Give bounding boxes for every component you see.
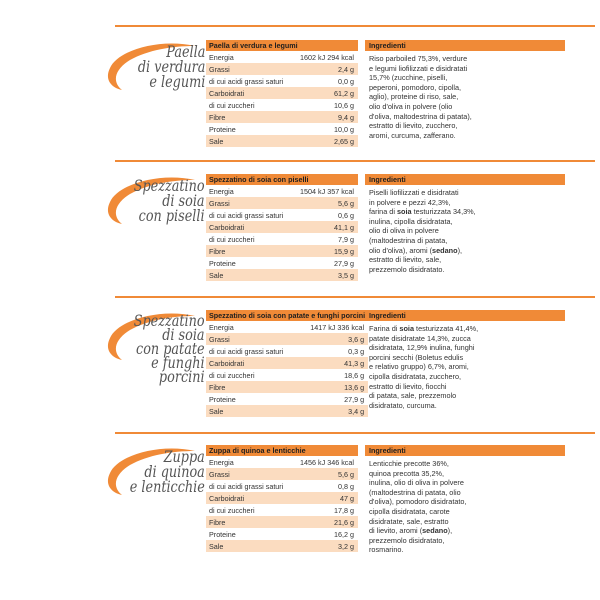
nutrient-value: 5,6 g (292, 468, 358, 480)
nutrient-label: di cui zuccheri (209, 370, 255, 380)
ingredients-line (369, 536, 561, 546)
ingredient-text: Riso parboiled 75,3%, verdure (369, 54, 468, 63)
ingredients-line (369, 488, 561, 498)
ingredients-line (369, 459, 561, 469)
ingredients-heading: Ingredienti (365, 445, 565, 456)
ingredients-line (369, 382, 561, 392)
ingredient-text: ), (447, 526, 453, 536)
product-title (134, 311, 205, 386)
ingredient-text: olio d'oliva in polvere (olio (369, 101, 453, 111)
ingredients-line (369, 334, 561, 344)
nutrition-row (206, 504, 358, 516)
ingredients-line (369, 324, 561, 334)
nutrition-table-title: Zuppa di quinoa e lenticchie (206, 445, 358, 456)
nutrient-value: 27,9 g (344, 394, 365, 404)
ingredient-text: in polvere e pezzi 42,3%, (369, 197, 451, 207)
nutrient-label: Grassi (206, 333, 298, 345)
nutrition-row (206, 75, 358, 87)
nutrient-label: Proteine (209, 124, 236, 134)
nutrient-value: 1417 kJ 336 kcal (310, 322, 365, 332)
ingredient-text: patate disidratate 14,3%, zucca (369, 333, 471, 343)
nutrient-label: Sale (206, 540, 292, 552)
ingredient-text: (maltodestrina di patata, (369, 235, 448, 245)
ingredient-text: estratto di lievito, fiocchi (369, 381, 447, 391)
product-title-line: Paella (165, 42, 205, 61)
nutrient-label: Sale (206, 269, 292, 281)
ingredient-text: inulina, olio di oliva in polvere (369, 478, 464, 488)
nutrient-label: Carboidrati (206, 87, 292, 99)
ingredients-text (365, 456, 565, 555)
ingredients-line (369, 545, 561, 555)
nutrient-value: 3,6 g (298, 333, 368, 345)
ingredient-text: disidratate, sale, estratto (369, 516, 449, 526)
product-title-area (100, 445, 210, 555)
ingredient-text: 15,7% (zucchine, piselli, (369, 73, 448, 83)
nutrition-row (206, 456, 358, 468)
ingredient-text: aglio), proteine di riso, sale, (369, 92, 459, 102)
nutrient-value: 1504 kJ 357 kcal (300, 186, 354, 196)
nutrient-value: 0,6 g (338, 210, 354, 220)
ingredients-line (369, 517, 561, 527)
allergen-highlight: sedano (422, 526, 448, 536)
product-title-line: di soia (162, 191, 205, 210)
nutrition-row (206, 135, 358, 147)
ingredient-text: cipolla disidratata, carote (369, 506, 450, 516)
ingredient-text: Piselli liofilizzati e disidratati (369, 188, 459, 197)
ingredients-line (369, 83, 561, 93)
nutrition-row (206, 528, 358, 540)
nutrition-row (206, 87, 358, 99)
ingredient-text: aromi, curcuma, zafferano. (369, 130, 456, 140)
ingredient-text: disidratata, 12,9% inulina, funghi (369, 343, 475, 353)
nutrient-value: 0,0 g (338, 76, 354, 86)
ingredient-text: estratto di lievito, zucchero, (369, 121, 458, 131)
nutrition-row (206, 393, 368, 405)
ingredients-line (369, 362, 561, 372)
nutrient-value: 3,2 g (292, 540, 358, 552)
ingredients-line (369, 198, 561, 208)
nutrient-value: 10,6 g (334, 100, 354, 110)
ingredients-line (369, 188, 561, 198)
ingredient-text: disidratato, curcuma. (369, 400, 437, 410)
nutrition-row (206, 51, 358, 63)
nutrition-table-title: Spezzatino di soia con piselli (206, 174, 358, 185)
ingredients-line (369, 226, 561, 236)
nutrient-label: Fibre (206, 381, 298, 393)
ingredients-heading: Ingredienti (365, 310, 565, 321)
nutrient-value: 21,6 g (292, 516, 358, 528)
product-title (138, 44, 205, 89)
ingredients-line (369, 131, 561, 141)
ingredient-text: olio di oliva in polvere (369, 226, 439, 236)
ingredient-text: ), (457, 245, 463, 255)
nutrient-value: 41,3 g (298, 357, 368, 369)
ingredients-line (369, 121, 561, 131)
allergen-highlight: sedano (432, 245, 458, 255)
nutrition-table (206, 174, 358, 281)
ingredients-line (369, 217, 561, 227)
nutrient-label: di cui zuccheri (209, 100, 255, 110)
ingredient-text: Farina di (369, 324, 400, 333)
nutrient-value: 1456 kJ 346 kcal (300, 457, 354, 467)
nutrient-value: 17,8 g (334, 505, 354, 515)
nutrition-row (206, 197, 358, 209)
ingredients-line (369, 236, 561, 246)
nutrient-label: Grassi (206, 197, 292, 209)
nutrition-table-title: Paella di verdura e legumi (206, 40, 358, 51)
nutrition-row (206, 321, 368, 333)
ingredients-line (369, 469, 561, 479)
nutrient-label: Proteine (209, 394, 236, 404)
product-title-line: Spezzatino (134, 311, 205, 330)
nutrition-row (206, 468, 358, 480)
ingredients-line (369, 92, 561, 102)
product-title-line: porcini (159, 367, 205, 386)
ingredients-line (369, 507, 561, 517)
allergen-highlight: soia (399, 324, 415, 333)
nutrition-table-title: Spezzatino di soia con patate e funghi porcini (206, 310, 368, 321)
ingredients-line (369, 207, 561, 217)
product-title-line: e lenticchie (129, 477, 205, 496)
nutrient-label: Carboidrati (206, 492, 292, 504)
product-title-line: Spezzatino (134, 176, 205, 195)
nutrient-label: Energia (209, 322, 234, 332)
nutrient-value: 0,8 g (338, 481, 354, 491)
ingredients-panel (365, 310, 565, 410)
ingredients-line (369, 372, 561, 382)
nutrient-value: 47 g (292, 492, 358, 504)
ingredient-text: d'oliva, maltodestrina di patata), (369, 111, 472, 121)
product-title-line: con piselli (139, 206, 205, 225)
ingredient-text: estratto di lievito, sale, (369, 255, 442, 265)
nutrient-label: Fibre (206, 111, 292, 123)
nutrition-row (206, 516, 358, 528)
ingredient-text: prezzemolo disidratato. (369, 264, 445, 274)
ingredient-text: olio d'oliva), aromi ( (369, 245, 433, 255)
nutrition-row (206, 209, 358, 221)
nutrient-label: Sale (206, 135, 292, 147)
ingredients-panel (365, 174, 565, 274)
nutrient-label: Proteine (209, 258, 236, 268)
nutrition-table (206, 445, 358, 552)
ingredients-heading: Ingredienti (365, 40, 565, 51)
nutrition-row (206, 245, 358, 257)
nutrition-row (206, 345, 368, 357)
ingredient-text: farina di (369, 207, 397, 217)
nutrient-label: di cui zuccheri (209, 505, 255, 515)
nutrient-label: Fibre (206, 516, 292, 528)
nutrient-value: 3,4 g (298, 405, 368, 417)
nutrition-row (206, 111, 358, 123)
nutrient-value: 27,9 g (334, 258, 354, 268)
nutrition-row (206, 221, 358, 233)
product-title-line: Zuppa (163, 447, 205, 466)
ingredients-text (365, 321, 565, 410)
nutrition-table (206, 310, 368, 417)
ingredients-panel (365, 40, 565, 140)
product-title-line: con patate (136, 339, 205, 358)
nutrition-row (206, 540, 358, 552)
product-title (134, 178, 205, 223)
ingredients-panel (365, 445, 565, 555)
nutrient-value: 5,6 g (292, 197, 358, 209)
ingredient-text: e relativo gruppo) 6,7%, aromi, (369, 362, 469, 372)
ingredient-text: peperoni, pomodoro, cipolla, (369, 82, 462, 92)
nutrient-value: 15,9 g (292, 245, 358, 257)
allergen-highlight: soia (397, 207, 412, 217)
ingredients-text (365, 185, 565, 274)
ingredients-line (369, 54, 561, 64)
nutrient-label: Proteine (209, 529, 236, 539)
ingredient-text: (maltodestrina di patata, olio (369, 487, 461, 497)
nutrient-label: di cui acidi grassi saturi (209, 210, 284, 220)
ingredients-line (369, 112, 561, 122)
nutrient-value: 0,3 g (348, 346, 365, 356)
top-rule (115, 25, 595, 27)
nutrient-label: Carboidrati (206, 357, 298, 369)
nutrient-label: Grassi (206, 468, 292, 480)
section-divider (115, 296, 595, 298)
nutrition-row (206, 233, 358, 245)
nutrition-row (206, 257, 358, 269)
section-divider (115, 432, 595, 434)
product-title-area (100, 40, 210, 150)
nutrient-label: di cui acidi grassi saturi (209, 346, 284, 356)
nutrition-row (206, 269, 358, 281)
nutrient-value: 3,5 g (292, 269, 358, 281)
product-title-area (100, 310, 210, 420)
ingredients-text (365, 51, 565, 140)
ingredient-text: rosmarino. (369, 545, 404, 555)
nutrient-value: 7,9 g (338, 234, 354, 244)
ingredient-text: di lievito, aromi ( (369, 526, 423, 536)
ingredients-line (369, 265, 561, 275)
nutrition-row (206, 333, 368, 345)
product-title-line: di quinoa (144, 462, 205, 481)
ingredients-line (369, 102, 561, 112)
product-title-area (100, 174, 210, 284)
ingredient-text: Lenticchie precotte 36%, (369, 459, 449, 468)
nutrition-row (206, 357, 368, 369)
nutrition-row (206, 369, 368, 381)
nutrient-label: di cui zuccheri (209, 234, 255, 244)
nutrient-value: 2,65 g (292, 135, 358, 147)
nutrient-value: 9,4 g (292, 111, 358, 123)
ingredient-text: porcini secchi (Boletus edulis (369, 352, 464, 362)
nutrient-value: 61,2 g (292, 87, 358, 99)
product-title-line: e legumi (149, 72, 205, 91)
nutrient-label: Energia (209, 186, 234, 196)
ingredient-text: prezzemolo disidratato, (369, 535, 445, 545)
ingredient-text: di patata, sale, prezzemolo (369, 391, 457, 401)
nutrition-table (206, 40, 358, 147)
nutrition-row (206, 492, 358, 504)
ingredient-text: inulina, cipolla disidratata, (369, 216, 453, 226)
nutrition-row (206, 123, 358, 135)
ingredients-line (369, 497, 561, 507)
ingredients-line (369, 246, 561, 256)
product-title-line: di soia (162, 325, 205, 344)
nutrition-row (206, 63, 358, 75)
nutrient-value: 1602 kJ 294 kcal (300, 52, 354, 62)
nutrition-row (206, 381, 368, 393)
nutrition-row (206, 185, 358, 197)
nutrient-label: Energia (209, 52, 234, 62)
product-title-line: di verdura (137, 57, 205, 76)
ingredients-line (369, 478, 561, 488)
nutrition-row (206, 99, 358, 111)
ingredients-line (369, 255, 561, 265)
ingredient-text: e legumi liofilizzati e disidratati (369, 63, 468, 73)
nutrient-label: Fibre (206, 245, 292, 257)
product-section (0, 433, 600, 563)
section-divider (115, 160, 595, 162)
nutrient-label: Energia (209, 457, 234, 467)
ingredients-line (369, 73, 561, 83)
ingredient-text: quinoa precotta 35,2%, (369, 468, 445, 478)
nutrient-value: 41,1 g (292, 221, 358, 233)
nutrient-value: 13,6 g (298, 381, 368, 393)
nutrient-label: Carboidrati (206, 221, 292, 233)
ingredients-line (369, 343, 561, 353)
ingredients-line (369, 353, 561, 363)
nutrient-label: Sale (206, 405, 298, 417)
ingredient-text: d'oliva), pomodoro disidratato, (369, 497, 467, 507)
product-title (130, 449, 205, 494)
nutrient-value: 10,0 g (334, 124, 354, 134)
ingredients-line (369, 391, 561, 401)
ingredient-text: testurizzata 41,4%, (414, 324, 479, 333)
nutrient-value: 16,2 g (334, 529, 354, 539)
ingredients-heading: Ingredienti (365, 174, 565, 185)
nutrient-value: 18,6 g (344, 370, 365, 380)
nutrient-label: Grassi (206, 63, 292, 75)
product-section (0, 162, 600, 292)
ingredient-text: cipolla disidratata, zucchero, (369, 371, 462, 381)
product-section (0, 28, 600, 158)
ingredient-text: testurizzata 34,3%, (411, 207, 476, 217)
product-section (0, 298, 600, 428)
nutrition-row (206, 405, 368, 417)
nutrient-label: di cui acidi grassi saturi (209, 76, 284, 86)
nutrition-row (206, 480, 358, 492)
product-title-line: e funghi (151, 353, 205, 372)
ingredients-line (369, 526, 561, 536)
nutrient-value: 2,4 g (292, 63, 358, 75)
ingredients-line (369, 401, 561, 411)
nutrient-label: di cui acidi grassi saturi (209, 481, 284, 491)
ingredients-line (369, 64, 561, 74)
